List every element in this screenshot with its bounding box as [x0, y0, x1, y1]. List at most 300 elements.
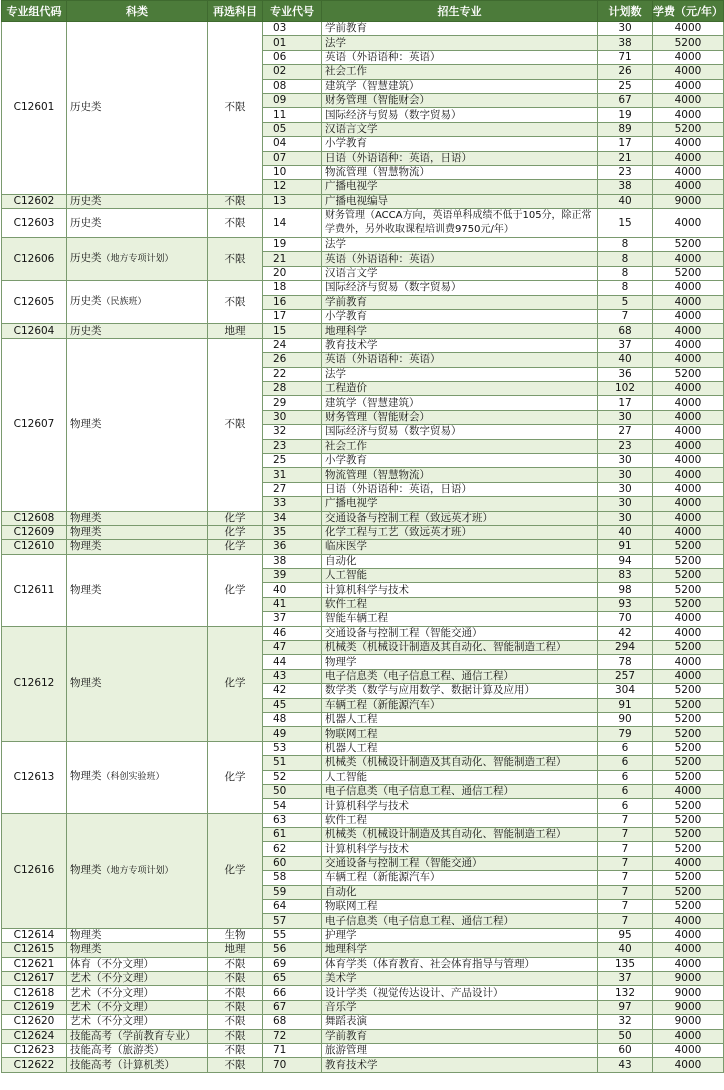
category-cell — [67, 281, 208, 324]
tuition-cell: 5200 — [653, 828, 724, 842]
header-category: 科类 — [67, 1, 208, 22]
plan-count-cell: 37 — [598, 972, 653, 986]
tuition-cell: 4000 — [653, 1058, 724, 1072]
group-code-cell: C12621 — [2, 957, 67, 971]
category-cell — [67, 238, 208, 281]
major-name-cell: 机器人工程 — [322, 741, 598, 755]
category-name: 历史类 — [70, 194, 102, 207]
major-name-cell: 车辆工程（新能源汽车） — [322, 871, 598, 885]
table-row — [2, 194, 724, 208]
major-code-cell: 13 — [263, 194, 322, 208]
major-name-cell: 软件工程 — [322, 597, 598, 611]
tuition-cell: 4000 — [653, 324, 724, 338]
plan-count-cell: 93 — [598, 597, 653, 611]
tuition-cell: 4000 — [653, 396, 724, 410]
category-cell — [67, 1043, 208, 1057]
major-name-cell: 广播电视学 — [322, 497, 598, 511]
major-name-cell: 英语（外语语种：英语） — [322, 353, 598, 367]
plan-count-cell: 32 — [598, 1015, 653, 1029]
major-name-cell: 学前教育 — [322, 295, 598, 309]
category-cell — [67, 194, 208, 208]
major-name-cell: 交通设备与控制工程（智能交通） — [322, 626, 598, 640]
tuition-cell: 9000 — [653, 1000, 724, 1014]
table-row — [2, 741, 724, 755]
plan-count-cell: 71 — [598, 50, 653, 64]
tuition-cell: 4000 — [653, 295, 724, 309]
major-code-cell: 17 — [263, 310, 322, 324]
category-name: 物理类 — [70, 943, 102, 956]
category-name: 历史类 — [70, 216, 102, 229]
major-name-cell: 电子信息类（电子信息工程、通信工程） — [322, 669, 598, 683]
table-row — [2, 209, 724, 238]
table-row — [2, 1015, 724, 1029]
group-code-cell: C12616 — [2, 813, 67, 928]
plan-count-cell: 6 — [598, 784, 653, 798]
header-tuition: 学费（元/年） — [653, 1, 724, 22]
group-code-cell: C12618 — [2, 986, 67, 1000]
major-code-cell: 67 — [263, 1000, 322, 1014]
elective-subject-cell: 地理 — [208, 324, 263, 338]
major-name-cell: 物联网工程 — [322, 900, 598, 914]
elective-subject-cell: 不限 — [208, 194, 263, 208]
plan-count-cell: 30 — [598, 468, 653, 482]
table-row — [2, 986, 724, 1000]
tuition-cell: 9000 — [653, 972, 724, 986]
table-row — [2, 324, 724, 338]
tuition-cell: 4000 — [653, 252, 724, 266]
category-name: 艺术（不分文理） — [70, 986, 154, 999]
plan-count-cell: 37 — [598, 338, 653, 352]
tuition-cell: 5200 — [653, 122, 724, 136]
group-code-cell: C12605 — [2, 281, 67, 324]
category-cell — [67, 554, 208, 626]
header-group-code: 专业组代码 — [2, 1, 67, 22]
major-code-cell: 29 — [263, 396, 322, 410]
tuition-cell: 4000 — [653, 612, 724, 626]
table-row — [2, 813, 724, 827]
plan-count-cell: 257 — [598, 669, 653, 683]
major-code-cell: 05 — [263, 122, 322, 136]
category-name: 艺术（不分文理） — [70, 1015, 154, 1028]
elective-subject-cell: 化学 — [208, 540, 263, 554]
major-code-cell: 65 — [263, 972, 322, 986]
plan-count-cell: 30 — [598, 410, 653, 424]
elective-subject-cell: 化学 — [208, 525, 263, 539]
group-code-cell: C12617 — [2, 972, 67, 986]
plan-count-cell: 132 — [598, 986, 653, 1000]
group-code-cell: C12608 — [2, 511, 67, 525]
tuition-cell: 4000 — [653, 425, 724, 439]
group-code-cell: C12607 — [2, 338, 67, 511]
major-code-cell: 47 — [263, 641, 322, 655]
major-code-cell: 56 — [263, 943, 322, 957]
tuition-cell: 4000 — [653, 957, 724, 971]
category-note: （地方专项计划） — [101, 865, 174, 876]
category-note: （科创实验班） — [101, 772, 165, 783]
plan-count-cell: 8 — [598, 252, 653, 266]
major-code-cell: 43 — [263, 669, 322, 683]
major-name-cell: 法学 — [322, 367, 598, 381]
category-cell — [67, 525, 208, 539]
tuition-cell: 4000 — [653, 310, 724, 324]
plan-count-cell: 94 — [598, 554, 653, 568]
major-code-cell: 45 — [263, 698, 322, 712]
plan-count-cell: 7 — [598, 885, 653, 899]
plan-count-cell: 89 — [598, 122, 653, 136]
major-name-cell: 财务管理（智能财会） — [322, 410, 598, 424]
major-code-cell: 72 — [263, 1029, 322, 1043]
table-row — [2, 972, 724, 986]
major-name-cell: 化学工程与工艺（致远英才班） — [322, 525, 598, 539]
tuition-cell: 5200 — [653, 756, 724, 770]
category-cell — [67, 943, 208, 957]
major-code-cell: 41 — [263, 597, 322, 611]
tuition-cell: 4000 — [653, 453, 724, 467]
major-name-cell: 物流管理（智慧物流） — [322, 165, 598, 179]
major-name-cell: 英语（外语语种：英语） — [322, 252, 598, 266]
major-code-cell: 23 — [263, 439, 322, 453]
major-code-cell: 49 — [263, 727, 322, 741]
major-name-cell: 旅游管理 — [322, 1043, 598, 1057]
major-name-cell: 社会工作 — [322, 439, 598, 453]
major-code-cell: 11 — [263, 108, 322, 122]
category-name: 历史类 — [70, 252, 102, 265]
plan-count-cell: 8 — [598, 238, 653, 252]
table-row — [2, 1043, 724, 1057]
plan-count-cell: 98 — [598, 583, 653, 597]
major-code-cell: 26 — [263, 353, 322, 367]
plan-count-cell: 97 — [598, 1000, 653, 1014]
group-code-cell: C12604 — [2, 324, 67, 338]
plan-count-cell: 43 — [598, 1058, 653, 1072]
table-row — [2, 1058, 724, 1072]
elective-subject-cell: 不限 — [208, 972, 263, 986]
plan-count-cell: 91 — [598, 698, 653, 712]
tuition-cell: 4000 — [653, 22, 724, 36]
major-code-cell: 52 — [263, 770, 322, 784]
major-code-cell: 39 — [263, 569, 322, 583]
table-row — [2, 281, 724, 295]
major-code-cell: 55 — [263, 928, 322, 942]
major-name-cell: 工程造价 — [322, 381, 598, 395]
major-code-cell: 12 — [263, 180, 322, 194]
major-code-cell: 14 — [263, 209, 322, 238]
tuition-cell: 4000 — [653, 1043, 724, 1057]
elective-subject-cell: 生物 — [208, 928, 263, 942]
major-name-cell: 交通设备与控制工程（致远英才班） — [322, 511, 598, 525]
plan-count-cell: 7 — [598, 828, 653, 842]
category-cell — [67, 1000, 208, 1014]
tuition-cell: 4000 — [653, 1029, 724, 1043]
major-code-cell: 54 — [263, 799, 322, 813]
table-row — [2, 22, 724, 36]
table-row — [2, 928, 724, 942]
tuition-cell: 4000 — [653, 353, 724, 367]
category-name: 物理类 — [70, 418, 102, 431]
plan-count-cell: 60 — [598, 1043, 653, 1057]
category-cell — [67, 957, 208, 971]
category-name: 技能高考（旅游类） — [70, 1044, 165, 1057]
major-name-cell: 人工智能 — [322, 770, 598, 784]
elective-subject-cell: 化学 — [208, 554, 263, 626]
major-name-cell: 临床医学 — [322, 540, 598, 554]
category-name: 历史类 — [70, 295, 102, 308]
tuition-cell: 5200 — [653, 842, 724, 856]
tuition-cell: 4000 — [653, 482, 724, 496]
major-code-cell: 59 — [263, 885, 322, 899]
table-row — [2, 511, 724, 525]
major-code-cell: 46 — [263, 626, 322, 640]
tuition-cell: 9000 — [653, 1015, 724, 1029]
major-name-cell: 自动化 — [322, 554, 598, 568]
tuition-cell: 4000 — [653, 626, 724, 640]
tuition-cell: 4000 — [653, 525, 724, 539]
major-name-cell: 学前教育 — [322, 1029, 598, 1043]
major-name-cell: 软件工程 — [322, 813, 598, 827]
major-code-cell: 48 — [263, 712, 322, 726]
group-code-cell: C12619 — [2, 1000, 67, 1014]
major-name-cell: 物理学 — [322, 655, 598, 669]
plan-count-cell: 6 — [598, 799, 653, 813]
plan-count-cell: 50 — [598, 1029, 653, 1043]
major-code-cell: 28 — [263, 381, 322, 395]
tuition-cell: 4000 — [653, 108, 724, 122]
major-name-cell: 机械类（机械设计制造及其自动化、智能制造工程） — [322, 641, 598, 655]
elective-subject-cell: 不限 — [208, 957, 263, 971]
tuition-cell: 4000 — [653, 79, 724, 93]
plan-count-cell: 27 — [598, 425, 653, 439]
group-code-cell: C12614 — [2, 928, 67, 942]
plan-count-cell: 40 — [598, 943, 653, 957]
group-code-cell: C12601 — [2, 22, 67, 195]
major-name-cell: 日语（外语语种：英语，日语） — [322, 151, 598, 165]
category-cell — [67, 511, 208, 525]
header-major-code: 专业代号 — [263, 1, 322, 22]
tuition-cell: 4000 — [653, 468, 724, 482]
major-code-cell: 51 — [263, 756, 322, 770]
plan-count-cell: 38 — [598, 180, 653, 194]
tuition-cell: 5200 — [653, 885, 724, 899]
major-name-cell: 电子信息类（电子信息工程、通信工程） — [322, 784, 598, 798]
category-cell — [67, 540, 208, 554]
plan-count-cell: 6 — [598, 741, 653, 755]
major-name-cell: 建筑学（智慧建筑） — [322, 396, 598, 410]
plan-count-cell: 30 — [598, 482, 653, 496]
plan-count-cell: 17 — [598, 137, 653, 151]
major-name-cell: 交通设备与控制工程（智能交通） — [322, 856, 598, 870]
tuition-cell: 4000 — [653, 65, 724, 79]
tuition-cell: 5200 — [653, 813, 724, 827]
table-row — [2, 338, 724, 352]
category-cell — [67, 338, 208, 511]
category-cell — [67, 22, 208, 195]
plan-count-cell: 25 — [598, 79, 653, 93]
major-name-cell: 车辆工程（新能源汽车） — [322, 698, 598, 712]
header-plan-count: 计划数 — [598, 1, 653, 22]
major-code-cell: 68 — [263, 1015, 322, 1029]
category-note: （地方专项计划） — [101, 254, 174, 265]
group-code-cell: C12613 — [2, 741, 67, 813]
tuition-cell: 4000 — [653, 655, 724, 669]
plan-count-cell: 135 — [598, 957, 653, 971]
elective-subject-cell: 化学 — [208, 741, 263, 813]
plan-count-cell: 70 — [598, 612, 653, 626]
major-name-cell: 国际经济与贸易（数字贸易） — [322, 425, 598, 439]
plan-count-cell: 7 — [598, 813, 653, 827]
elective-subject-cell: 不限 — [208, 1043, 263, 1057]
major-name-cell: 法学 — [322, 36, 598, 50]
tuition-cell: 5200 — [653, 540, 724, 554]
elective-subject-cell: 不限 — [208, 986, 263, 1000]
plan-count-cell: 83 — [598, 569, 653, 583]
major-code-cell: 69 — [263, 957, 322, 971]
group-code-cell: C12611 — [2, 554, 67, 626]
group-code-cell: C12602 — [2, 194, 67, 208]
category-name: 艺术（不分文理） — [70, 1000, 154, 1013]
major-name-cell: 英语（外语语种：英语） — [322, 50, 598, 64]
table-row — [2, 554, 724, 568]
category-cell — [67, 1015, 208, 1029]
plan-count-cell: 30 — [598, 511, 653, 525]
tuition-cell: 5200 — [653, 36, 724, 50]
major-name-cell: 汉语言文学 — [322, 266, 598, 280]
major-code-cell: 09 — [263, 93, 322, 107]
elective-subject-cell: 不限 — [208, 238, 263, 281]
plan-count-cell: 17 — [598, 396, 653, 410]
major-name-cell: 数学类（数学与应用数学、数据计算及应用） — [322, 684, 598, 698]
plan-count-cell: 294 — [598, 641, 653, 655]
major-name-cell: 地理科学 — [322, 943, 598, 957]
group-code-cell: C12615 — [2, 943, 67, 957]
major-code-cell: 37 — [263, 612, 322, 626]
major-name-cell: 计算机科学与技术 — [322, 842, 598, 856]
category-name: 物理类 — [70, 863, 102, 876]
tuition-cell: 5200 — [653, 871, 724, 885]
category-note: （民族班） — [101, 297, 147, 308]
elective-subject-cell: 不限 — [208, 1000, 263, 1014]
major-name-cell: 小学教育 — [322, 310, 598, 324]
major-code-cell: 58 — [263, 871, 322, 885]
major-code-cell: 38 — [263, 554, 322, 568]
category-name: 历史类 — [70, 324, 102, 337]
major-code-cell: 34 — [263, 511, 322, 525]
group-code-cell: C12612 — [2, 626, 67, 741]
major-name-cell: 地理科学 — [322, 324, 598, 338]
tuition-cell: 4000 — [653, 669, 724, 683]
tuition-cell: 4000 — [653, 511, 724, 525]
plan-count-cell: 21 — [598, 151, 653, 165]
major-name-cell: 体育学类（体育教育、社会体育指导与管理） — [322, 957, 598, 971]
category-name: 物理类 — [70, 540, 102, 553]
major-name-cell: 音乐学 — [322, 1000, 598, 1014]
tuition-cell: 5200 — [653, 238, 724, 252]
plan-count-cell: 19 — [598, 108, 653, 122]
plan-count-cell: 7 — [598, 842, 653, 856]
tuition-cell: 5200 — [653, 569, 724, 583]
major-code-cell: 44 — [263, 655, 322, 669]
category-cell — [67, 1029, 208, 1043]
category-cell — [67, 928, 208, 942]
elective-subject-cell: 不限 — [208, 1029, 263, 1043]
major-code-cell: 42 — [263, 684, 322, 698]
tuition-cell: 5200 — [653, 900, 724, 914]
category-cell — [67, 986, 208, 1000]
major-name-cell: 舞蹈表演 — [322, 1015, 598, 1029]
category-name: 物理类 — [70, 526, 102, 539]
plan-count-cell: 40 — [598, 525, 653, 539]
plan-count-cell: 40 — [598, 353, 653, 367]
plan-count-cell: 7 — [598, 856, 653, 870]
major-code-cell: 35 — [263, 525, 322, 539]
tuition-cell: 4000 — [653, 497, 724, 511]
elective-subject-cell: 不限 — [208, 338, 263, 511]
category-cell — [67, 324, 208, 338]
major-code-cell: 06 — [263, 50, 322, 64]
plan-count-cell: 40 — [598, 194, 653, 208]
tuition-cell: 4000 — [653, 180, 724, 194]
major-code-cell: 30 — [263, 410, 322, 424]
plan-count-cell: 30 — [598, 22, 653, 36]
plan-count-cell: 102 — [598, 381, 653, 395]
tuition-cell: 5200 — [653, 367, 724, 381]
tuition-cell: 4000 — [653, 381, 724, 395]
major-code-cell: 07 — [263, 151, 322, 165]
elective-subject-cell: 化学 — [208, 813, 263, 928]
header-major: 招生专业 — [322, 1, 598, 22]
tuition-cell: 5200 — [653, 554, 724, 568]
major-name-cell: 国际经济与贸易（数字贸易） — [322, 108, 598, 122]
group-code-cell: C12623 — [2, 1043, 67, 1057]
table-header-row — [2, 1, 724, 22]
plan-count-cell: 68 — [598, 324, 653, 338]
major-name-cell: 广播电视学 — [322, 180, 598, 194]
major-name-cell: 人工智能 — [322, 569, 598, 583]
major-name-cell: 物流管理（智慧物流） — [322, 468, 598, 482]
major-name-cell: 财务管理（智能财会） — [322, 93, 598, 107]
major-code-cell: 03 — [263, 22, 322, 36]
major-name-cell: 物联网工程 — [322, 727, 598, 741]
table-row — [2, 943, 724, 957]
tuition-cell: 4000 — [653, 209, 724, 238]
plan-count-cell: 23 — [598, 439, 653, 453]
admission-plan-table — [1, 0, 724, 1073]
tuition-cell: 9000 — [653, 194, 724, 208]
tuition-cell: 5200 — [653, 799, 724, 813]
table-row — [2, 238, 724, 252]
table-row — [2, 540, 724, 554]
major-name-cell: 护理学 — [322, 928, 598, 942]
major-code-cell: 27 — [263, 482, 322, 496]
group-code-cell: C12622 — [2, 1058, 67, 1072]
major-code-cell: 32 — [263, 425, 322, 439]
plan-count-cell: 6 — [598, 770, 653, 784]
plan-count-cell: 30 — [598, 453, 653, 467]
major-code-cell: 61 — [263, 828, 322, 842]
major-name-cell: 计算机科学与技术 — [322, 799, 598, 813]
major-name-cell: 智能车辆工程 — [322, 612, 598, 626]
major-code-cell: 16 — [263, 295, 322, 309]
major-code-cell: 04 — [263, 137, 322, 151]
table-row — [2, 1000, 724, 1014]
major-name-cell: 自动化 — [322, 885, 598, 899]
category-name: 物理类 — [70, 511, 102, 524]
category-cell — [67, 626, 208, 741]
major-code-cell: 33 — [263, 497, 322, 511]
major-name-cell: 建筑学（智慧建筑） — [322, 79, 598, 93]
major-code-cell: 64 — [263, 900, 322, 914]
major-name-cell: 电子信息类（电子信息工程、通信工程） — [322, 914, 598, 928]
group-code-cell: C12610 — [2, 540, 67, 554]
